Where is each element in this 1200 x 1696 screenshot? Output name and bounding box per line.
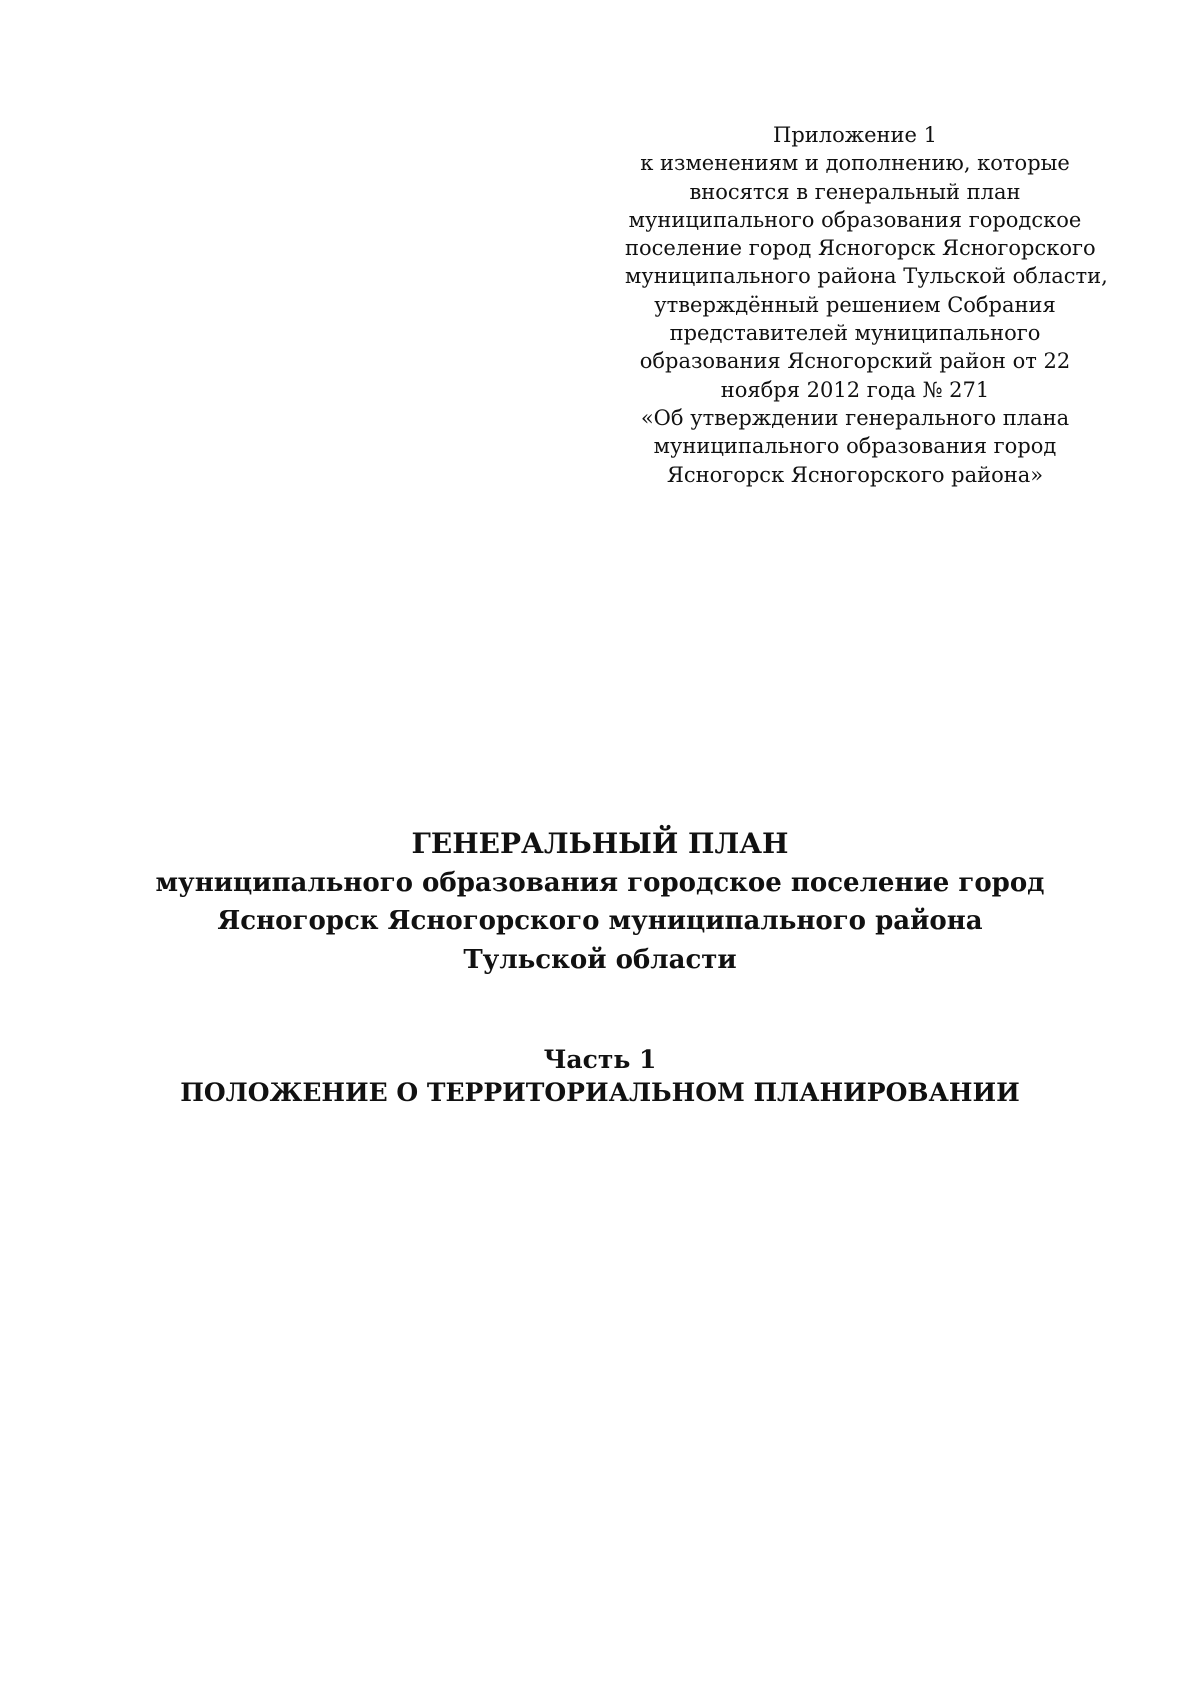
annex-line: ноября 2012 года № 271 [720,377,990,402]
title-line: муниципального образования городское поселение город [155,867,1045,898]
annex-line: поселение город Ясногорск Ясногорского [625,236,1096,261]
part-heading [60,1043,1140,1109]
annex-line: Приложение 1 [773,123,937,147]
part-name: ПОЛОЖЕНИЕ О ТЕРРИТОРИАЛЬНОМ ПЛАНИРОВАНИИ [180,1078,1020,1107]
annex-line: представителей муниципального [669,321,1041,346]
main-title: ГЕНЕРАЛЬНЫЙ ПЛАН [411,827,789,860]
annex-line: муниципального образования городское [628,207,1082,232]
part-number: Часть 1 [543,1045,657,1074]
annex-line: к изменениям и дополнению, которые [640,151,1070,176]
annex-line: Ясногорск Ясногорского района» [666,462,1044,487]
document-title [60,825,1140,979]
annex-line: муниципального района Тульской области, [625,264,1108,289]
annex-line: «Об утверждении генерального плана [640,405,1070,430]
annex-line: утверждённый решением Собрания [654,292,1056,317]
annex-line: вносятся в генеральный план [689,179,1021,204]
annex-note [625,121,1108,489]
annex-line: образования Ясногорский район от 22 [639,349,1071,374]
annex-line: муниципального образования город [653,434,1057,459]
title-line: Тульской области [463,944,737,975]
title-line: Ясногорск Ясногорского муниципального района [217,906,983,936]
